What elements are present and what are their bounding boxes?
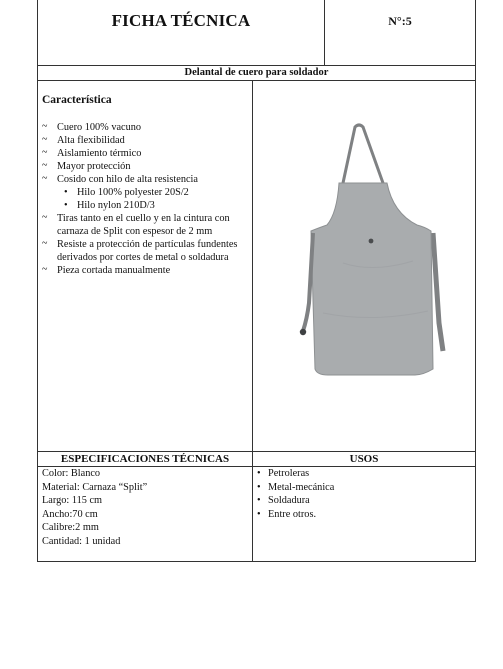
spec-line: Ancho:70 cm <box>42 508 98 520</box>
uses-list <box>257 467 334 521</box>
list-item: ~ Aislamiento térmico <box>42 147 248 160</box>
specifications-section <box>37 451 253 562</box>
product-image-cell <box>252 80 476 452</box>
product-name: Delantal de cuero para soldador <box>184 67 329 78</box>
spec-line: Cantidad: 1 unidad <box>42 535 121 547</box>
list-item-label: Cosido con hilo de alta resistencia <box>57 174 198 185</box>
header-number-cell <box>324 0 476 66</box>
list-item: ~ Tiras tanto en el cuello y en la cintura con carnaza de Split con espesor de 2 mm <box>42 212 248 238</box>
list-item: • Entre otros. <box>257 508 334 522</box>
list-item <box>42 173 248 212</box>
list-item: ~ Cuero 100% vacuno <box>42 121 248 134</box>
apron-image <box>283 123 448 383</box>
spec-line: Color: Blanco <box>42 468 101 479</box>
sheet-number: N°:5 <box>388 14 412 28</box>
sub-list-item: • Hilo nylon 210D/3 <box>57 199 248 212</box>
technical-sheet <box>37 0 476 562</box>
specifications-list <box>42 467 147 548</box>
list-item: ~ Alta flexibilidad <box>42 134 248 147</box>
sub-list-item: • Hilo 100% polyester 20S/2 <box>57 186 248 199</box>
specifications-title: ESPECIFICACIONES TÉCNICAS <box>38 452 252 467</box>
list-item: • Metal-mecánica <box>257 481 334 495</box>
product-name-bar <box>37 65 476 81</box>
characteristics-section <box>37 80 253 452</box>
page-title: FICHA TÉCNICA <box>111 11 251 30</box>
thread-sublist <box>57 186 248 212</box>
list-item: ~ Pieza cortada manualmente <box>42 264 248 277</box>
header-title-cell <box>37 0 325 66</box>
list-item: ~ Resiste a protección de partículas fundentes derivados por cortes de metal o soldadura <box>42 238 248 264</box>
spec-line: Calibre:2 mm <box>42 522 99 533</box>
spec-line: Material: Carnaza “Split” <box>42 481 148 493</box>
characteristics-list <box>42 121 248 277</box>
uses-section <box>252 451 476 562</box>
list-item: • Petroleras <box>257 467 334 481</box>
uses-title: USOS <box>253 452 475 467</box>
characteristics-title: Característica <box>42 94 112 106</box>
list-item: • Soldadura <box>257 494 334 508</box>
list-item: ~ Mayor protección <box>42 160 248 173</box>
spec-line: Largo: 115 cm <box>42 495 103 506</box>
